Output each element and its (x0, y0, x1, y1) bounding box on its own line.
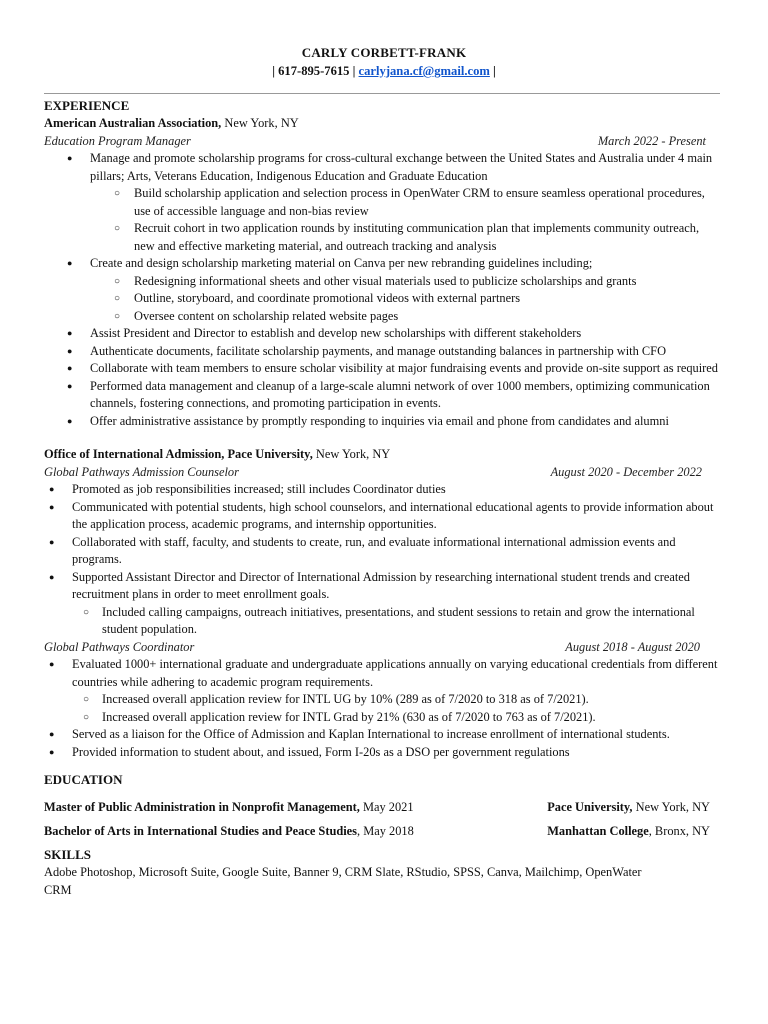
skills-heading: SKILLS (44, 847, 91, 862)
job2-role1-bullets (44, 481, 720, 639)
degree-1-title: Master of Public Administration in Nonprofit Management, (44, 800, 360, 814)
education-row-2 (44, 823, 720, 841)
school-1-name: Pace University, (547, 800, 633, 814)
job1-bullet: ● Manage and promote scholarship programs for cross-cultural exchange between the United States and Australia under 4 main pillars; Arts, Veterans Education, Indigenous Education and Graduate Education ○ Build scholarship application and selection process in OpenWater CRM to ensure seamless operational procedures, use of accessible language and non-bias review ○ Recruit cohort in two application rounds by instituting communication plan that implements community outreach, new and effective marketing material, and outreach tracking and analysis (44, 150, 720, 255)
candidate-name: CARLY CORBETT-FRANK (301, 45, 467, 60)
job1-sub-bullet: ○ Recruit cohort in two application rounds by instituting communication plan that implements community outreach, new and effective marketing material, and outreach tracking and analysis (44, 220, 720, 255)
degree-1-date: May 2021 (362, 800, 414, 814)
job2-bullet: ● Supported Assistant Director and Director of International Admission by researching international student trends and created recruitment plans in order to meet enrollment goals. ○ Included calling campaigns, outreach initiatives, presentations, and student sessions to retain and grow the international student population. (44, 569, 720, 639)
job2-role1: Global Pathways Admission Counselor (44, 464, 239, 479)
job1-sub-bullet: ○ Outline, storyboard, and coordinate promotional videos with external partners (44, 290, 720, 308)
contact-line (0, 62, 768, 80)
resume-header (0, 44, 768, 80)
job2-sub-bullet: ○ Included calling campaigns, outreach initiatives, presentations, and student sessions to retain and grow the international student population. (44, 604, 720, 639)
job1-location: New York, NY (224, 116, 299, 130)
job2-bullet: ● Served as a liaison for the Office of Admission and Kaplan International to increase enrollment of international students. (44, 726, 720, 744)
job1-sub-bullets-1 (90, 185, 720, 255)
job1-org-name: American Australian Association, (44, 116, 222, 130)
skills-list: Adobe Photoshop, Microsoft Suite, Google Suite, Banner 9, CRM Slate, RStudio, SPSS, Canva, Mailchimp, OpenWater CRM (44, 865, 642, 897)
job2-bullet: ● Provided information to student about, and issued, Form I-20s as a DSO per government regulations (44, 744, 720, 762)
job2-bullet: ● Communicated with potential students, high school counselors, and international educational agents to provide information about the application process, academic programs, and internship opportunities. (44, 499, 720, 534)
spacer (44, 789, 720, 799)
experience-heading: EXPERIENCE (44, 98, 130, 113)
job2-sub-bullets-a (72, 604, 720, 639)
email-link[interactable]: carlyjana.cf@gmail.com (358, 64, 490, 78)
degree-1 (44, 799, 414, 817)
school-2 (547, 823, 710, 841)
job2-bullet: ● Promoted as job responsibilities increased; still includes Coordinator duties (44, 481, 720, 499)
job1-sub-bullet: ○ Redesigning informational sheets and other visual materials used to publicize scholarships and grants (44, 273, 720, 291)
job2-role2-bullets (44, 656, 720, 761)
job2-role1-line (44, 464, 720, 482)
job1-organization (44, 115, 720, 133)
job2-dates2: August 2018 - August 2020 (565, 639, 700, 654)
education-row-1 (44, 799, 720, 817)
school-2-location: , Bronx, NY (648, 823, 710, 838)
header-divider (44, 93, 720, 94)
resume-body (44, 97, 720, 899)
school-1 (547, 799, 710, 817)
job1-sub-bullets-2 (90, 273, 720, 326)
job2-dates1: August 2020 - December 2022 (550, 464, 702, 479)
job1-bullet: ● Performed data management and cleanup of a large-scale alumni network of over 1000 members, optimizing communication channels, fostering connections, and promoting participation in events. (44, 378, 720, 413)
job1-bullet: ● Collaborate with team members to ensure scholar visibility at major fundraising events and provide on-site support as required (44, 360, 720, 378)
job1-role-line (44, 133, 720, 151)
job2-sub-bullets-b (72, 691, 720, 726)
spacer (44, 761, 720, 771)
degree-2-date: , May 2018 (357, 823, 414, 838)
job2-bullet: ● Evaluated 1000+ international graduate and undergraduate applications annually on varying educational credentials from different countries while adhering to academic program requirements. ○ Increased overall application review for INTL UG by 10% (289 as of 7/2020 to 318 as of 7/2021). ○ Increased overall application review for INTL Grad by 21% (630 as of 7/2020 to 763 as of 7/2021). (44, 656, 720, 726)
spacer (44, 430, 720, 446)
job2-role2: Global Pathways Coordinator (44, 639, 195, 654)
job2-role2-line (44, 639, 720, 657)
job1-bullet: ● Create and design scholarship marketing material on Canva per new rebranding guidelines including; ○ Redesigning informational sheets and other visual materials used to publicize scholarships and grants ○ Outline, storyboard, and coordinate promotional videos with external partners ○ Oversee content on scholarship related website pages (44, 255, 720, 325)
job1-dates: March 2022 - Present (597, 133, 706, 148)
phone-number: | 617-895-7615 | (272, 64, 356, 78)
job1-sub-bullet: ○ Build scholarship application and selection process in OpenWater CRM to ensure seamless operational procedures, use of accessible language and non-bias review (44, 185, 720, 220)
school-2-name: Manhattan College (547, 823, 649, 838)
job1-bullet: ● Assist President and Director to establish and develop new scholarships with different stakeholders (44, 325, 720, 343)
job1-bullet: ● Offer administrative assistance by promptly responding to inquiries via email and phone from candidates and alumni (44, 413, 720, 431)
job2-org-name: Office of International Admission, Pace University, (44, 447, 313, 461)
degree-2-title: Bachelor of Arts in International Studies and Peace Studies (44, 823, 357, 838)
job1-bullets (44, 150, 720, 430)
contact-suffix: | (493, 64, 496, 78)
school-1-location: New York, NY (635, 800, 710, 814)
job2-location: New York, NY (315, 447, 391, 461)
education-heading: EDUCATION (44, 772, 123, 787)
job2-bullet: ● Collaborated with staff, faculty, and students to create, run, and evaluate informational international admission events and programs. (44, 534, 720, 569)
job1-sub-bullet: ○ Oversee content on scholarship related website pages (44, 308, 720, 326)
job1-bullet: ● Authenticate documents, facilitate scholarship payments, and manage outstanding balances in partnership with CFO (44, 343, 720, 361)
job2-sub-bullet: ○ Increased overall application review for INTL UG by 10% (289 as of 7/2020 to 318 as of 7/2021). (44, 691, 720, 709)
job1-role: Education Program Manager (44, 133, 191, 148)
degree-2 (44, 823, 414, 841)
job2-organization (44, 446, 720, 464)
job2-sub-bullet: ○ Increased overall application review for INTL Grad by 21% (630 as of 7/2020 to 763 as of 7/2021). (44, 709, 720, 727)
